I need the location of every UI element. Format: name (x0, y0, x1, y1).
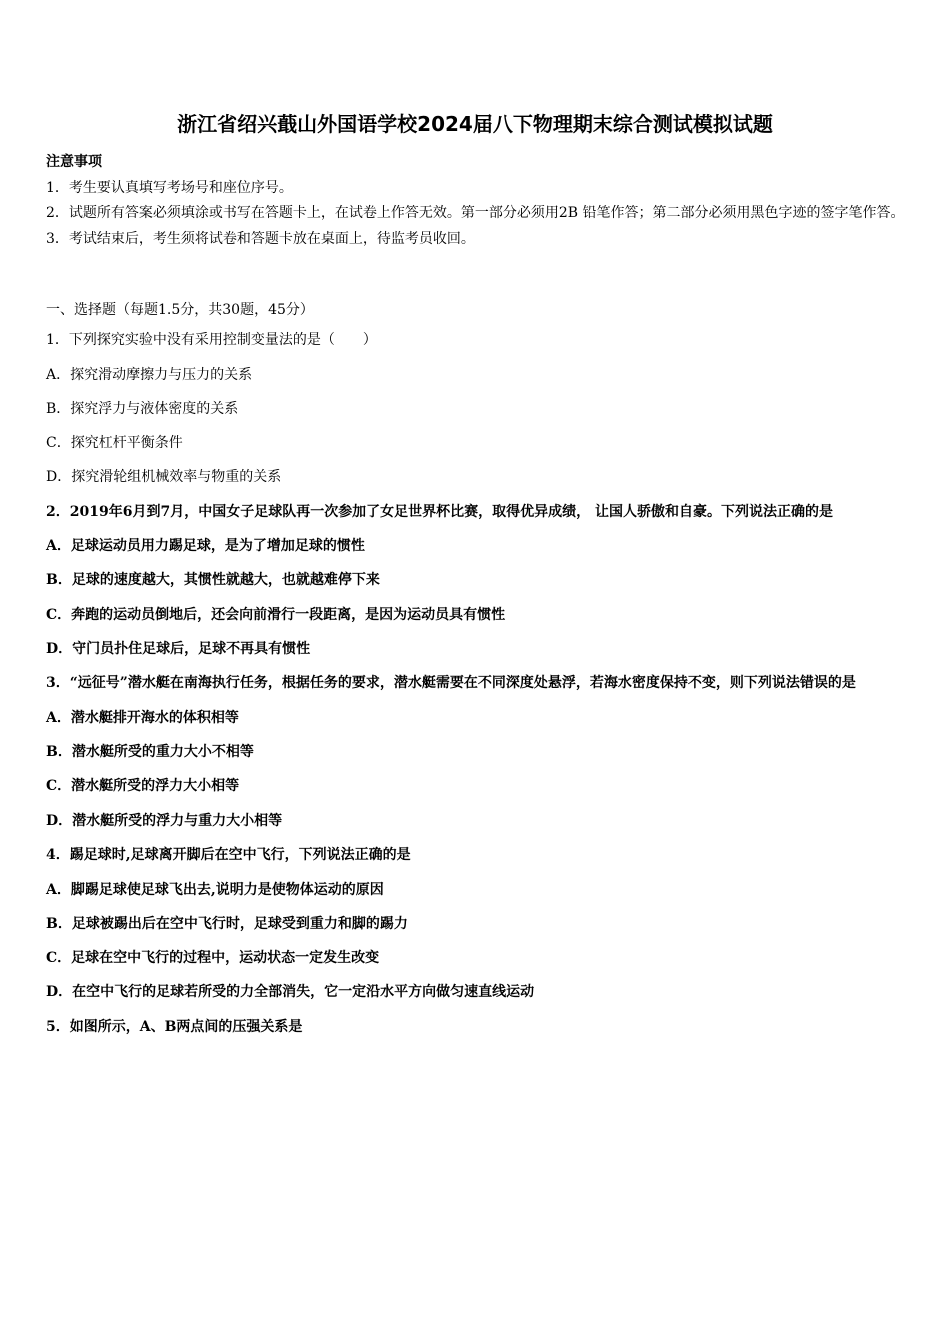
questions-block (46, 298, 908, 1044)
notes-item: 1．考生要认真填写考场号和座位序号。 (46, 179, 293, 196)
question-option: A．足球运动员用力踢足球，是为了增加足球的惯性 (46, 538, 365, 555)
question-option: D．守门员扑住足球后，足球不再具有惯性 (46, 641, 311, 658)
question-option: C．足球在空中飞行的过程中，运动状态一定发生改变 (46, 950, 380, 967)
question-option: C．潜水艇所受的浮力大小相等 (46, 778, 240, 795)
question-option: C．探究杠杆平衡条件 (46, 435, 183, 452)
question-option: B．潜水艇所受的重力大小不相等 (46, 744, 254, 761)
question-option: D．探究滑轮组机械效率与物重的关系 (46, 469, 282, 486)
question-option: B．足球被踢出后在空中飞行时，足球受到重力和脚的踢力 (46, 915, 408, 932)
notes-item: 2．试题所有答案必须填涂或书写在答题卡上，在试卷上作答无效。第一部分必须用2B 铅笔作答；第二部分必须用黑色字迹的签字笔作答。 (46, 205, 905, 221)
question-stem: 4．踢足球时,足球离开脚后在空中飞行，下列说法正确的是 (46, 847, 411, 864)
question-option: A．探究滑动摩擦力与压力的关系 (46, 366, 253, 383)
exam-title: 浙江省绍兴蕺山外国语学校2024届八下物理期末综合测试模拟试题 (177, 112, 773, 136)
question-stem: 2．2019年6月到7月，中国女子足球队再一次参加了女足世界杯比赛，取得优异成绩， 让国人骄傲和自豪。下列说法正确的是 (46, 503, 834, 520)
notes-item: 3．考试结束后，考生须将试卷和答题卡放在桌面上，待监考员收回。 (46, 230, 475, 247)
question-option: A．脚踢足球使足球飞出去,说明力是使物体运动的原因 (46, 881, 384, 898)
question-option: D．潜水艇所受的浮力与重力大小相等 (46, 812, 283, 829)
section-heading: 一、选择题（每题1.5分，共30题，45分） (46, 302, 314, 318)
question-option: C．奔跑的运动员倒地后，还会向前滑行一段距离，是因为运动员具有惯性 (46, 606, 506, 623)
question-stem: 5．如图所示，A、B两点间的压强关系是 (46, 1018, 303, 1035)
question-stem: 3．“远征号”潜水艇在南海执行任务，根据任务的要求，潜水艇需要在不同深度处悬浮，若海水密度保持不变，则下列说法错误的是 (46, 675, 856, 692)
question-option: B．探究浮力与液体密度的关系 (46, 400, 239, 417)
question-option: A．潜水艇排开海水的体积相等 (46, 709, 239, 726)
question-option: B．足球的速度越大，其惯性就越大，也就越难停下来 (46, 572, 380, 589)
notes-block (46, 150, 908, 252)
notes-heading: 注意事项 (46, 154, 102, 170)
question-option: D．在空中飞行的足球若所受的力全部消失，它一定沿水平方向做匀速直线运动 (46, 984, 535, 1001)
question-stem: 1．下列探究实验中没有采用控制变量法的是（ ） (46, 332, 377, 348)
